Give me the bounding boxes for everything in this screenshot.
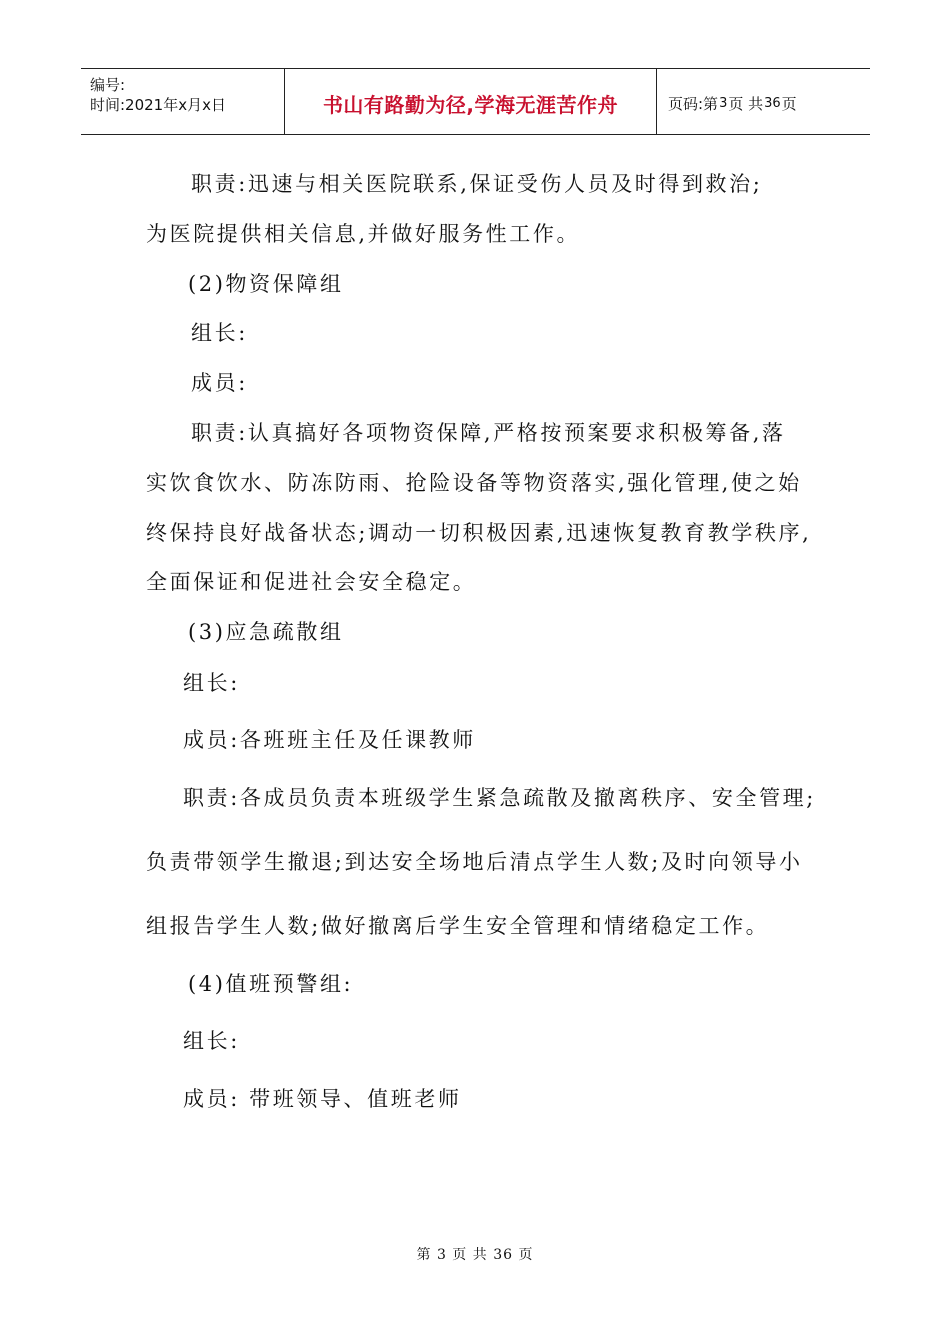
motto-text: 书山有路勤为径,学海无涯苦作舟	[322, 93, 619, 117]
body-line: 全面保证和促进社会安全稳定。	[146, 570, 477, 594]
body-line: 实饮食饮水、防冻防雨、抢险设备等物资落实,强化管理,使之始	[146, 471, 802, 495]
body-line: 组长:	[183, 1029, 240, 1053]
body-line: 职责:各成员负责本班级学生紧急疏散及撤离秩序、安全管理;	[183, 786, 816, 810]
body-line: 成员:各班班主任及任课教师	[183, 728, 476, 752]
page-header	[81, 68, 870, 135]
section-heading: (2)物资保障组	[188, 272, 344, 296]
header-page-number	[657, 69, 870, 134]
section-heading: (3)应急疏散组	[188, 620, 344, 644]
page-suffix: 页	[781, 95, 797, 113]
body-line: 组长:	[183, 671, 240, 695]
section-heading: (4)值班预警组:	[188, 972, 354, 996]
body-line: 成员:	[191, 371, 248, 395]
body-line: 职责:认真搞好各项物资保障,严格按预案要求积极筹备,落	[191, 421, 786, 445]
body-line: 终保持良好战备状态;调动一切积极因素,迅速恢复教育教学秩序,	[146, 521, 812, 545]
body-line: 组报告学生人数;做好撤离后学生安全管理和情绪稳定工作。	[146, 914, 770, 938]
time-label: 时间:2021年x月x日	[90, 96, 226, 114]
body-line: 组长:	[191, 321, 248, 345]
page-footer: 第 3 页 共 36 页	[416, 1247, 534, 1263]
body-line: 负责带领学生撤退;到达安全场地后清点学生人数;及时向领导小	[146, 850, 803, 874]
page-middle: 页 共	[728, 95, 764, 113]
page-total: 36	[764, 96, 781, 111]
body-line: 为医院提供相关信息,并做好服务性工作。	[146, 222, 581, 246]
body-line: 职责:迅速与相关医院联系,保证受伤人员及时得到救治;	[191, 172, 763, 196]
page-prefix: 页码:第	[668, 95, 719, 113]
serial-label: 编号:	[90, 76, 126, 94]
header-motto-cell	[284, 69, 657, 134]
page-current: 3	[719, 96, 728, 111]
header-meta	[81, 69, 284, 134]
body-line: 成员: 带班领导、值班老师	[183, 1087, 462, 1111]
